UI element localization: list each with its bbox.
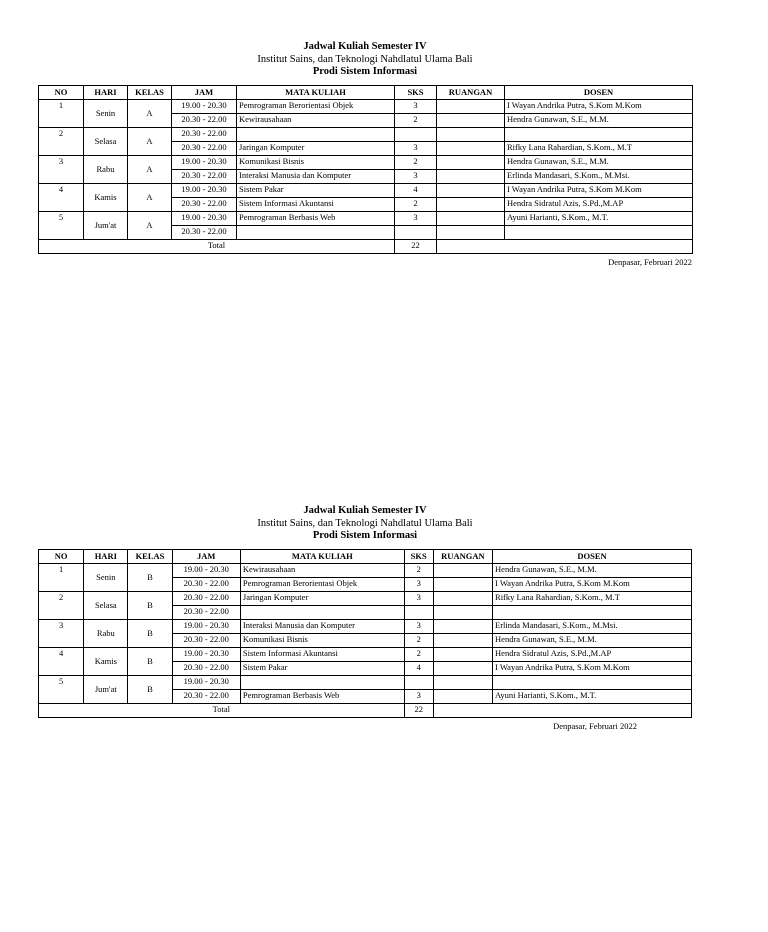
total-row (39, 703, 692, 717)
course-cell (237, 225, 395, 239)
room-cell (437, 211, 505, 225)
row-number: 1 (39, 563, 84, 591)
col-sks-header: SKS (395, 85, 437, 99)
time-cell: 20.30 - 22.00 (172, 113, 237, 127)
day-cell: Jum'at (84, 675, 128, 703)
lecturer-cell: I Wayan Andrika Putra, S.Kom M.Kom (493, 577, 692, 591)
course-cell: Interaksi Manusia dan Komputer (240, 619, 404, 633)
class-cell: A (128, 211, 172, 239)
course-cell: Jaringan Komputer (240, 591, 404, 605)
room-cell (437, 197, 505, 211)
signature-place-date: Denpasar, Februari 2022 (553, 720, 637, 731)
row-number: 5 (39, 675, 84, 703)
sks-cell: 2 (395, 197, 437, 211)
schedule-block-2 (38, 505, 692, 731)
day-cell: Selasa (84, 591, 128, 619)
sks-cell: 2 (404, 633, 433, 647)
time-cell: 20.30 - 22.00 (172, 605, 240, 619)
total-sks: 22 (395, 239, 437, 253)
course-cell: Pemrograman Berorientasi Objek (240, 577, 404, 591)
room-cell (433, 563, 492, 577)
sks-cell: 3 (395, 141, 437, 155)
total-label: Total (39, 239, 395, 253)
room-cell (437, 113, 505, 127)
lecturer-cell: Hendra Gunawan, S.E., M.M. (493, 563, 692, 577)
room-cell (437, 155, 505, 169)
row-number: 1 (39, 99, 84, 127)
col-ruangan-header: RUANGAN (433, 549, 492, 563)
room-cell (433, 591, 492, 605)
institution-name: Institut Sains, dan Teknologi Nahdlatul Ulama Bali (257, 53, 473, 65)
table-row (39, 675, 692, 689)
lecturer-cell: Hendra Gunawan, S.E., M.M. (505, 155, 693, 169)
lecturer-cell: Rifky Lana Rahardian, S.Kom., M.T (493, 591, 692, 605)
course-cell: Sistem Pakar (240, 661, 404, 675)
lecturer-cell: Erlinda Mandasari, S.Kom., M.Msi. (505, 169, 693, 183)
lecturer-cell: Rifky Lana Rahardian, S.Kom., M.T (505, 141, 693, 155)
course-cell: Jaringan Komputer (237, 141, 395, 155)
schedule-title: Jadwal Kuliah Semester IV (303, 505, 427, 516)
room-cell (433, 633, 492, 647)
table-row (39, 127, 693, 141)
course-cell: Sistem Informasi Akuntansi (237, 197, 395, 211)
col-mata-kuliah-header: MATA KULIAH (240, 549, 404, 563)
day-cell: Jum'at (84, 211, 128, 239)
room-cell (433, 577, 492, 591)
header-row (39, 85, 693, 99)
room-cell (437, 141, 505, 155)
room-cell (433, 619, 492, 633)
sks-cell: 3 (395, 169, 437, 183)
header-row (39, 549, 692, 563)
schedule-header (38, 505, 692, 543)
time-cell: 20.30 - 22.00 (172, 127, 237, 141)
time-cell: 19.00 - 20.30 (172, 211, 237, 225)
lecturer-cell: Hendra Sidratul Azis, S.Pd.,M.AP (505, 197, 693, 211)
col-jam-header: JAM (172, 549, 240, 563)
time-cell: 20.30 - 22.00 (172, 661, 240, 675)
class-cell: B (128, 591, 172, 619)
lecturer-cell: Hendra Gunawan, S.E., M.M. (493, 633, 692, 647)
sks-cell (395, 225, 437, 239)
sks-cell: 2 (404, 647, 433, 661)
schedule-table (38, 85, 693, 254)
col-hari-header: HARI (84, 549, 128, 563)
lecturer-cell (505, 225, 693, 239)
prodi-name: Prodi Sistem Informasi (312, 66, 418, 77)
institution-name: Institut Sains, dan Teknologi Nahdlatul Ulama Bali (257, 517, 473, 529)
lecturer-cell: I Wayan Andrika Putra, S.Kom M.Kom (493, 661, 692, 675)
schedule-header (38, 41, 692, 79)
prodi-name: Prodi Sistem Informasi (312, 530, 418, 541)
day-cell: Rabu (84, 155, 128, 183)
lecturer-cell: Erlinda Mandasari, S.Kom., M.Msi. (493, 619, 692, 633)
course-cell: Kewirausahaan (240, 563, 404, 577)
table-row (39, 647, 692, 661)
room-cell (437, 127, 505, 141)
lecturer-cell: Hendra Gunawan, S.E., M.M. (505, 113, 693, 127)
lecturer-cell: I Wayan Andrika Putra, S.Kom M.Kom (505, 99, 693, 113)
sks-cell: 3 (404, 619, 433, 633)
sks-cell: 3 (404, 591, 433, 605)
day-cell: Senin (84, 99, 128, 127)
time-cell: 20.30 - 22.00 (172, 591, 240, 605)
row-number: 2 (39, 127, 84, 155)
signature-place-date: Denpasar, Februari 2022 (608, 256, 692, 267)
day-cell: Kamis (84, 183, 128, 211)
course-cell: Komunikasi Bisnis (240, 633, 404, 647)
total-sks: 22 (404, 703, 433, 717)
table-row (39, 211, 693, 225)
col-mata-kuliah-header: MATA KULIAH (237, 85, 395, 99)
sks-cell: 2 (395, 155, 437, 169)
col-kelas-header: KELAS (128, 85, 172, 99)
time-cell: 20.30 - 22.00 (172, 141, 237, 155)
class-cell: B (128, 675, 172, 703)
room-cell (433, 689, 492, 703)
col-dosen-header: DOSEN (493, 549, 692, 563)
table-row (39, 591, 692, 605)
col-hari-header: HARI (84, 85, 128, 99)
row-number: 2 (39, 591, 84, 619)
row-number: 4 (39, 647, 84, 675)
sks-cell: 3 (395, 211, 437, 225)
room-cell (433, 661, 492, 675)
col-dosen-header: DOSEN (505, 85, 693, 99)
room-cell (433, 647, 492, 661)
sks-cell: 4 (395, 183, 437, 197)
row-number: 5 (39, 211, 84, 239)
class-cell: A (128, 183, 172, 211)
course-cell: Sistem Pakar (237, 183, 395, 197)
room-cell (433, 675, 492, 689)
total-empty-cell (437, 239, 693, 253)
col-jam-header: JAM (172, 85, 237, 99)
time-cell: 20.30 - 22.00 (172, 169, 237, 183)
time-cell: 20.30 - 22.00 (172, 633, 240, 647)
class-cell: B (128, 619, 172, 647)
course-cell (237, 127, 395, 141)
room-cell (437, 99, 505, 113)
time-cell: 20.30 - 22.00 (172, 225, 237, 239)
table-row (39, 155, 693, 169)
sks-cell: 3 (404, 577, 433, 591)
course-cell (240, 675, 404, 689)
day-cell: Rabu (84, 619, 128, 647)
class-cell: A (128, 99, 172, 127)
course-cell: Pemrograman Berbasis Web (237, 211, 395, 225)
lecturer-cell (505, 127, 693, 141)
course-cell: Pemrograman Berorientasi Objek (237, 99, 395, 113)
schedule-table (38, 549, 692, 718)
course-cell: Interaksi Manusia dan Komputer (237, 169, 395, 183)
table-row (39, 183, 693, 197)
time-cell: 19.00 - 20.30 (172, 563, 240, 577)
lecturer-cell: Ayuni Harianti, S.Kom., M.T. (493, 689, 692, 703)
row-number: 3 (39, 619, 84, 647)
course-cell: Pemrograman Berbasis Web (240, 689, 404, 703)
time-cell: 19.00 - 20.30 (172, 619, 240, 633)
class-cell: B (128, 647, 172, 675)
schedule-block-1 (38, 41, 692, 267)
room-cell (437, 225, 505, 239)
lecturer-cell (493, 675, 692, 689)
sks-cell: 2 (395, 113, 437, 127)
row-number: 3 (39, 155, 84, 183)
total-label: Total (39, 703, 405, 717)
day-cell: Selasa (84, 127, 128, 155)
table-row (39, 99, 693, 113)
time-cell: 19.00 - 20.30 (172, 675, 240, 689)
col-no-header: NO (39, 549, 84, 563)
sks-cell: 4 (404, 661, 433, 675)
time-cell: 19.00 - 20.30 (172, 647, 240, 661)
lecturer-cell: Ayuni Harianti, S.Kom., M.T. (505, 211, 693, 225)
lecturer-cell: Hendra Sidratul Azis, S.Pd.,M.AP (493, 647, 692, 661)
table-row (39, 619, 692, 633)
time-cell: 19.00 - 20.30 (172, 183, 237, 197)
class-cell: B (128, 563, 172, 591)
total-empty-cell (433, 703, 691, 717)
day-cell: Senin (84, 563, 128, 591)
table-row (39, 563, 692, 577)
class-cell: A (128, 155, 172, 183)
col-no-header: NO (39, 85, 84, 99)
sks-cell (404, 605, 433, 619)
time-cell: 20.30 - 22.00 (172, 689, 240, 703)
room-cell (437, 169, 505, 183)
room-cell (433, 605, 492, 619)
day-cell: Kamis (84, 647, 128, 675)
lecturer-cell: I Wayan Andrika Putra, S.Kom M.Kom (505, 183, 693, 197)
sks-cell: 3 (404, 689, 433, 703)
col-sks-header: SKS (404, 549, 433, 563)
sks-cell: 3 (395, 99, 437, 113)
course-cell (240, 605, 404, 619)
schedule-title: Jadwal Kuliah Semester IV (303, 41, 427, 52)
sks-cell: 2 (404, 563, 433, 577)
course-cell: Sistem Informasi Akuntansi (240, 647, 404, 661)
total-row (39, 239, 693, 253)
row-number: 4 (39, 183, 84, 211)
course-cell: Komunikasi Bisnis (237, 155, 395, 169)
time-cell: 20.30 - 22.00 (172, 197, 237, 211)
lecturer-cell (493, 605, 692, 619)
room-cell (437, 183, 505, 197)
col-kelas-header: KELAS (128, 549, 172, 563)
sks-cell (404, 675, 433, 689)
time-cell: 19.00 - 20.30 (172, 155, 237, 169)
time-cell: 20.30 - 22.00 (172, 577, 240, 591)
class-cell: A (128, 127, 172, 155)
col-ruangan-header: RUANGAN (437, 85, 505, 99)
course-cell: Kewirausahaan (237, 113, 395, 127)
sks-cell (395, 127, 437, 141)
time-cell: 19.00 - 20.30 (172, 99, 237, 113)
